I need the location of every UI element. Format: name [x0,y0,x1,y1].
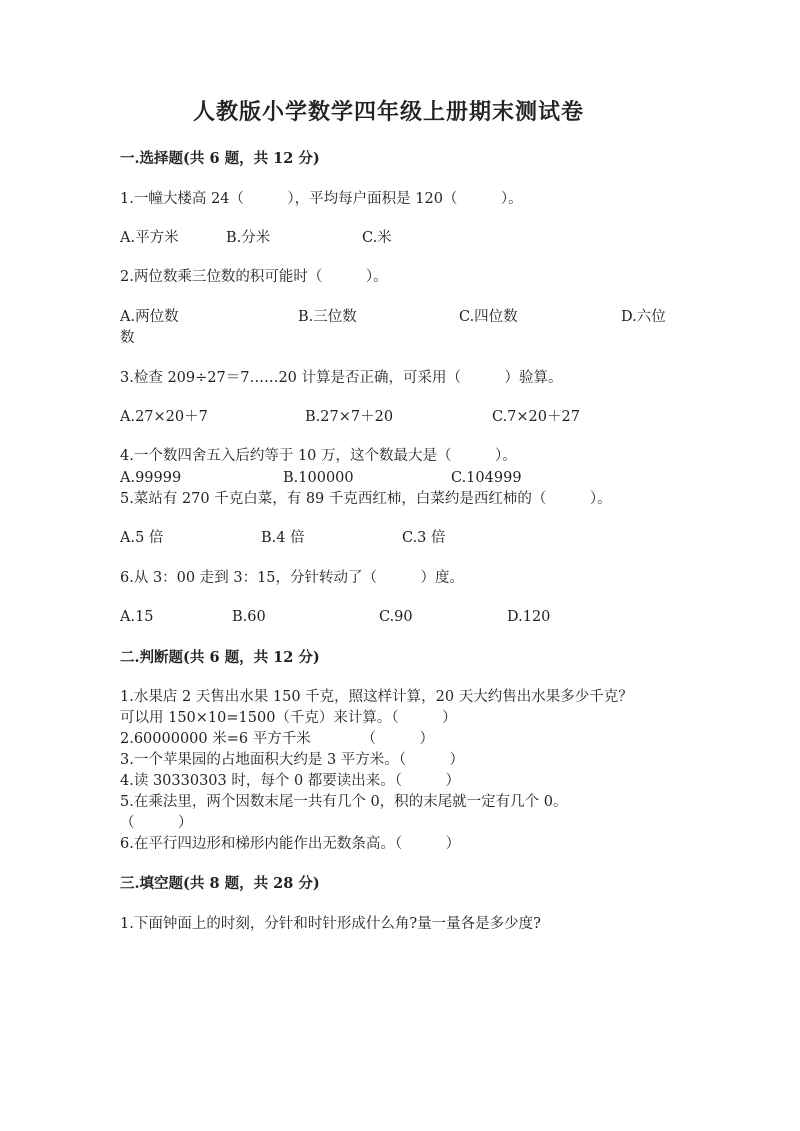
option-a: A.27×20＋7 [120,409,208,425]
option-d: D.120 [507,609,551,625]
question-stem-continuation: （ ） [120,815,193,831]
question-stem: 1.下面钟面上的时刻，分针和时针形成什么角?量一量各是多少度? [120,916,541,932]
question-stem: 1.水果店 2 天售出水果 150 千克，照这样计算，20 天大约售出水果多少千克？ [120,689,633,705]
option-b: B.4 倍 [261,530,305,546]
option-a-continuation: 数 [120,330,135,346]
option-a: A.平方米 [120,230,179,246]
option-c: C.90 [379,609,413,625]
question-stem: 6.从 3：00 走到 3：15，分针转动了（ ）度。 [120,570,465,586]
question-stem: 2.两位数乘三位数的积可能时（ ）。 [120,269,388,285]
option-b: B.27×7＋20 [305,409,394,425]
question-stem: 2.60000000 米=6 平方千米 （ ） [120,731,434,747]
section-heading-choice: 一.选择题(共 6 题，共 12 分) [120,150,320,167]
section-heading-judge: 二.判断题(共 6 题，共 12 分) [120,649,320,666]
option-b: B.三位数 [298,309,357,325]
question-stem-continuation: 可以用 150×10=1500（千克）来计算。（ ） [120,710,457,726]
question-stem: 5.在乘法里，两个因数末尾一共有几个 0，积的末尾就一定有几个 0。 [120,794,568,810]
option-b: B.100000 [283,470,354,486]
option-c: C.3 倍 [402,530,446,546]
question-stem: 6.在平行四边形和梯形内能作出无数条高。（ ） [120,836,461,852]
question-stem: 3.检查 209÷27＝7……20 计算是否正确，可采用（ ）验算。 [120,370,563,386]
question-stem: 1.一幢大楼高 24（ ），平均每户面积是 120（ ）。 [120,191,523,207]
option-c: C.米 [362,230,392,246]
question-stem: 3.一个苹果园的占地面积大约是 3 平方米。（ ） [120,752,465,768]
section-heading-fill: 三.填空题(共 8 题，共 28 分) [120,875,320,892]
option-b: B.60 [232,609,266,625]
question-stem: 4.读 30330303 时，每个 0 都要读出来。（ ） [120,773,461,789]
option-a: A.两位数 [120,309,179,325]
option-a: A.15 [120,609,154,625]
option-a: A.5 倍 [120,530,164,546]
question-stem: 5.菜站有 270 千克白菜，有 89 千克西红柿，白菜约是西红柿的（ ）。 [120,491,612,507]
page-title: 人教版小学数学四年级上册期末测试卷 [193,99,585,125]
question-stem: 4.一个数四舍五入后约等于 10 万，这个数最大是（ ）。 [120,448,517,464]
option-c: C.四位数 [459,309,518,325]
option-c: C.104999 [451,470,522,486]
option-c: C.7×20＋27 [492,409,580,425]
option-b: B.分米 [226,230,271,246]
option-d: D.六位 [621,309,666,325]
option-a: A.99999 [120,470,182,486]
